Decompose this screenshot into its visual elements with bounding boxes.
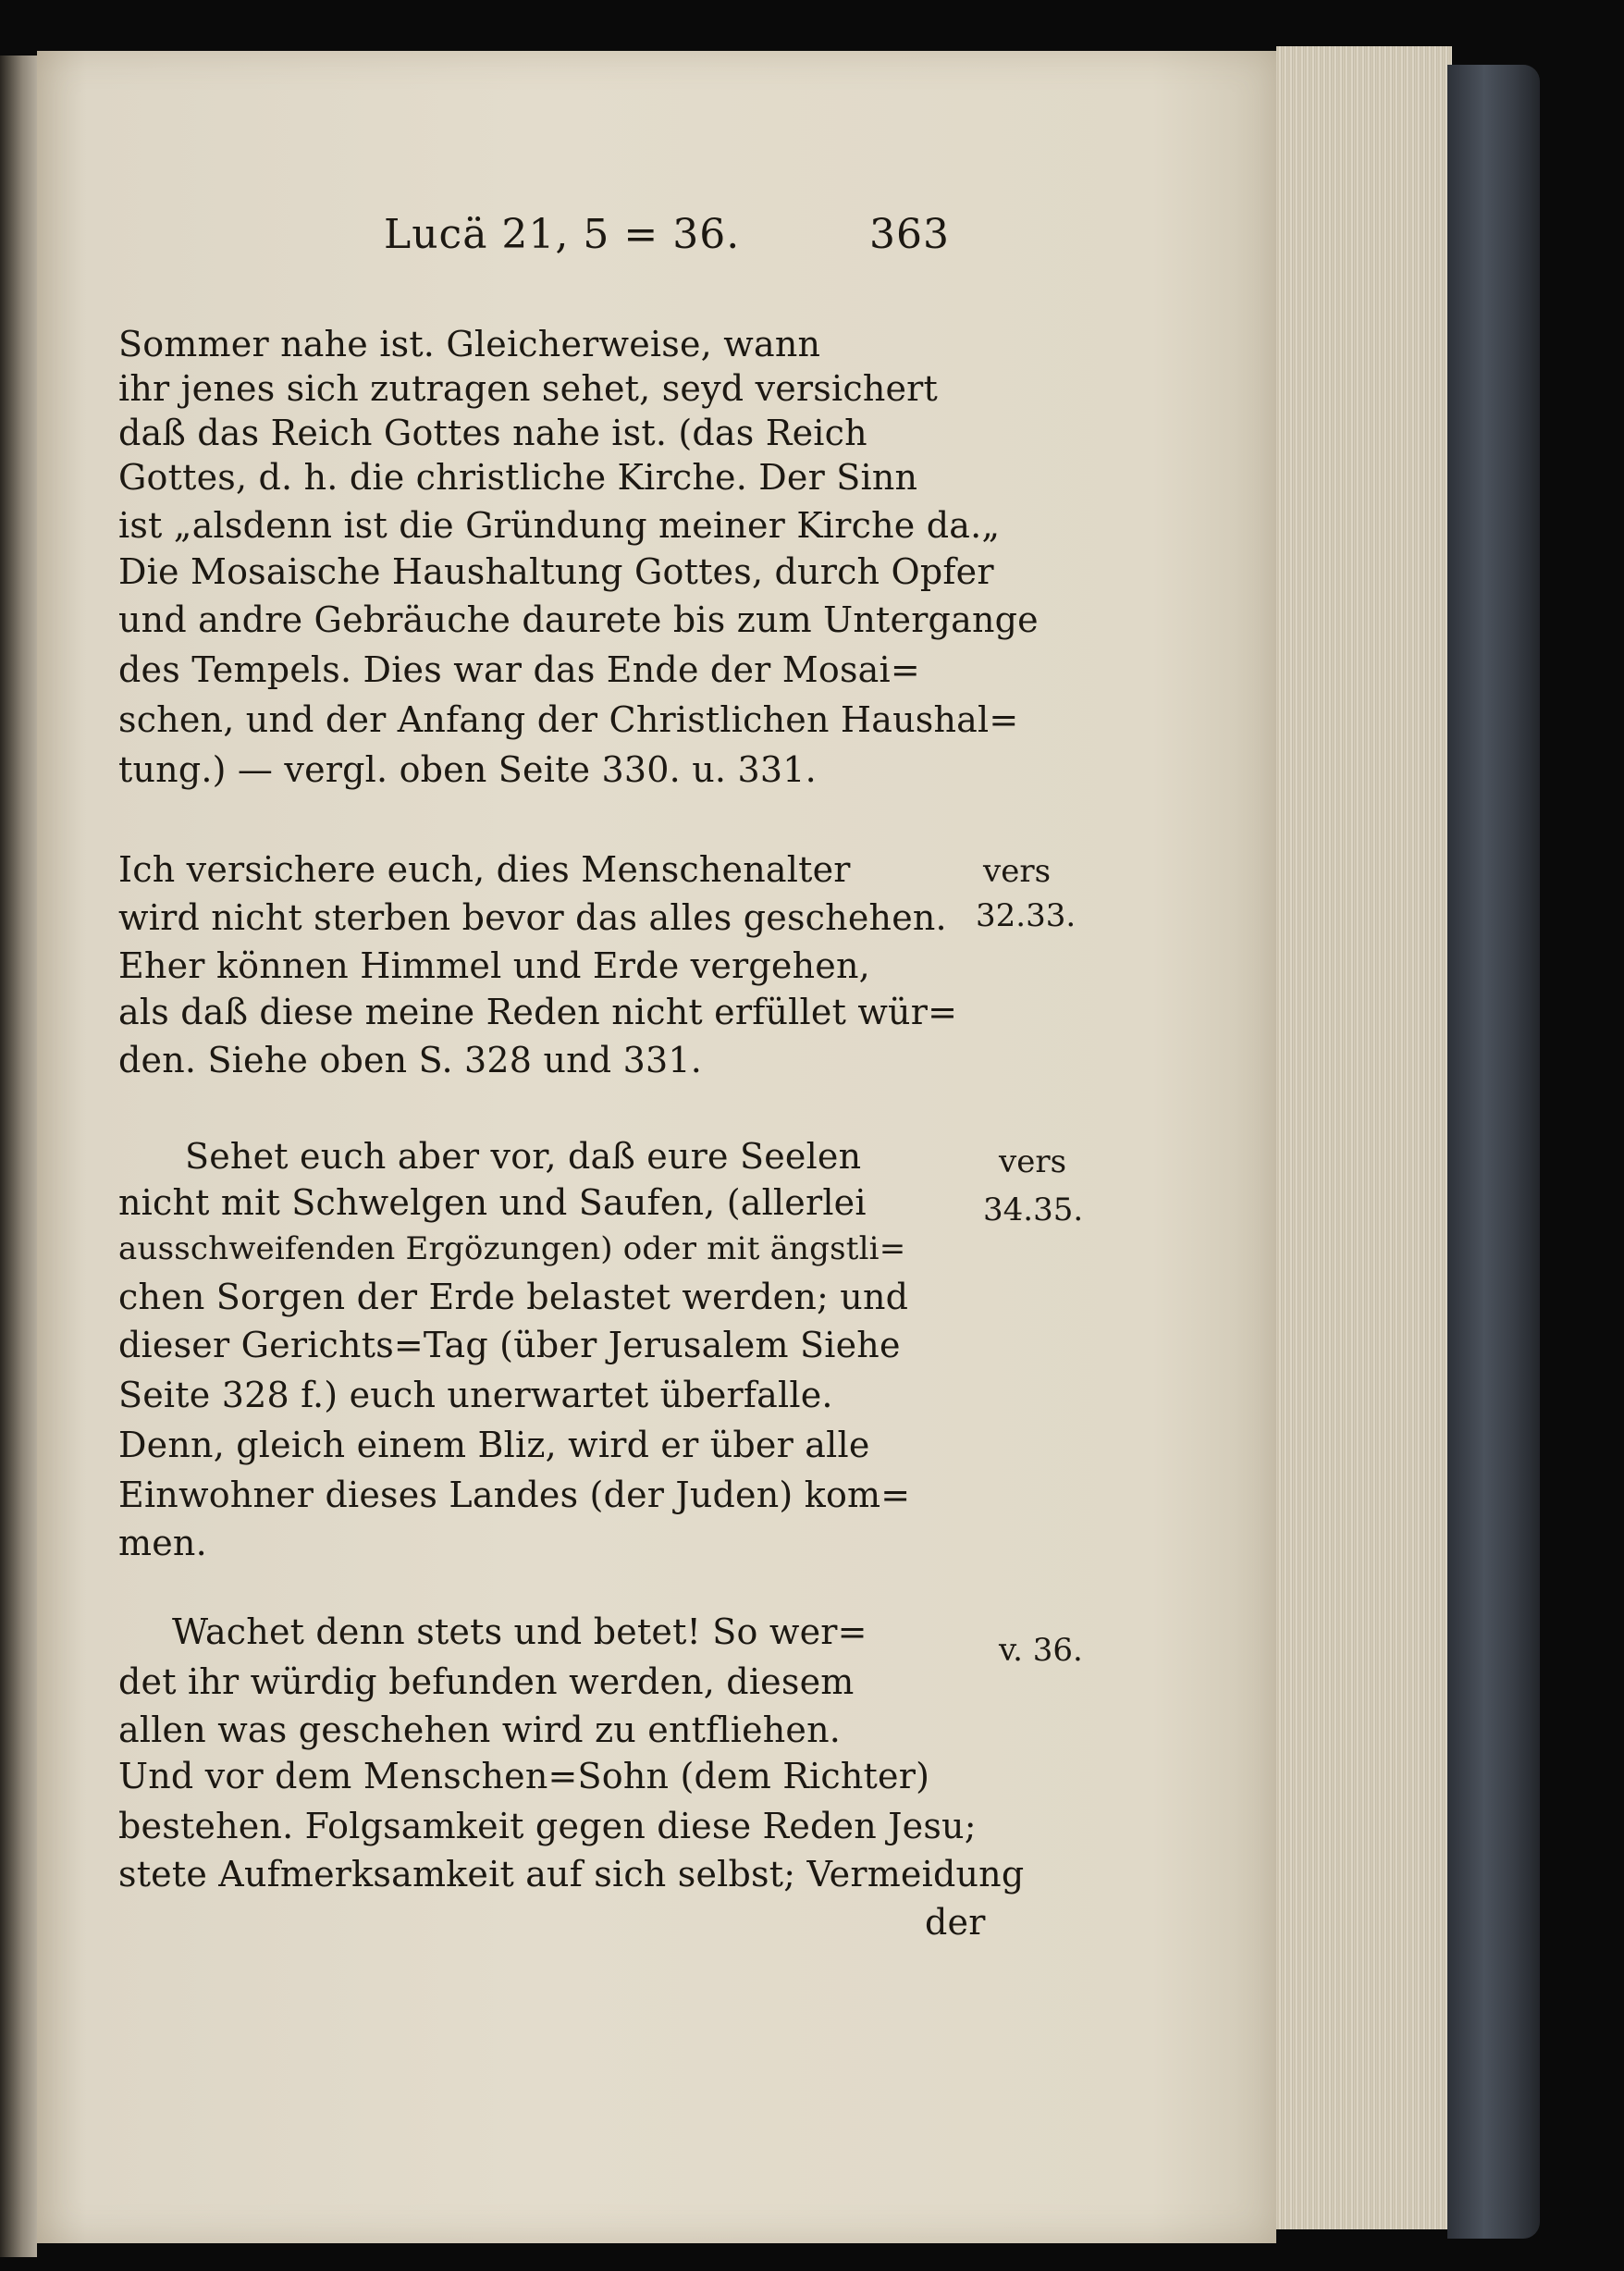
body-line: Die Mosaische Haushaltung Gottes, durch Opfer bbox=[118, 551, 994, 592]
body-line: und andre Gebräuche daurete bis zum Untergange bbox=[118, 599, 1039, 640]
body-line: wird nicht sterben bevor das alles geschehen. bbox=[118, 897, 947, 938]
body-line: bestehen. Folgsamkeit gegen diese Reden Jesu; bbox=[118, 1806, 977, 1846]
body-line: ausschweifenden Ergözungen) oder mit ängstli= bbox=[118, 1230, 906, 1267]
body-line: Gottes, d. h. die christliche Kirche. Der Sinn bbox=[118, 457, 918, 498]
body-line: Denn, gleich einem Bliz, wird er über alle bbox=[118, 1425, 870, 1465]
body-line: daß das Reich Gottes nahe ist. (das Reich bbox=[118, 413, 867, 453]
margin-note: 32.33. bbox=[976, 897, 1077, 934]
body-line: dieser Gerichts=Tag (über Jerusalem Siehe bbox=[118, 1325, 901, 1365]
running-head: Lucä 21, 5 = 36. bbox=[384, 211, 741, 258]
body-line: Eher können Himmel und Erde vergehen, bbox=[118, 945, 870, 986]
body-line: stete Aufmerksamkeit auf sich selbst; Vermeidung bbox=[118, 1854, 1025, 1895]
body-line: det ihr würdig befunden werden, diesem bbox=[118, 1661, 855, 1702]
margin-note: 34.35. bbox=[983, 1191, 1084, 1228]
body-line: Seite 328 f.) euch unerwartet überfalle. bbox=[118, 1375, 833, 1415]
body-line: schen, und der Anfang der Christlichen Haushal= bbox=[118, 699, 1019, 740]
body-line: Einwohner dieses Landes (der Juden) kom= bbox=[118, 1475, 911, 1515]
catchword: der bbox=[925, 1902, 986, 1943]
body-line: ist „alsdenn ist die Gründung meiner Kirche da.„ bbox=[118, 505, 1001, 546]
body-line: chen Sorgen der Erde belastet werden; und bbox=[118, 1277, 909, 1317]
body-line: des Tempels. Dies war das Ende der Mosai= bbox=[118, 649, 920, 690]
body-line: men. bbox=[118, 1523, 207, 1563]
body-line: Und vor dem Menschen=Sohn (dem Richter) bbox=[118, 1756, 930, 1796]
margin-note: v. 36. bbox=[999, 1632, 1083, 1669]
body-line: den. Siehe oben S. 328 und 331. bbox=[118, 1040, 703, 1080]
body-line: Sehet euch aber vor, daß eure Seelen bbox=[185, 1136, 862, 1177]
body-line: ihr jenes sich zutragen sehet, seyd versichert bbox=[118, 368, 939, 409]
body-line: Wachet denn stets und betet! So wer= bbox=[172, 1611, 867, 1652]
left-page-edge bbox=[0, 56, 37, 2257]
body-line: nicht mit Schwelgen und Saufen, (allerlei bbox=[118, 1182, 867, 1223]
page-edges bbox=[1276, 46, 1452, 2229]
body-line: Ich versichere euch, dies Menschenalter bbox=[118, 849, 851, 890]
body-line: allen was geschehen wird zu entfliehen. bbox=[118, 1709, 842, 1750]
body-line: als daß diese meine Reden nicht erfüllet wür= bbox=[118, 992, 958, 1032]
margin-note: vers bbox=[983, 853, 1052, 890]
book-cover bbox=[1447, 65, 1540, 2239]
body-line: tung.) — vergl. oben Seite 330. u. 331. bbox=[118, 749, 817, 790]
margin-note: vers bbox=[999, 1143, 1067, 1180]
page-number: 363 bbox=[869, 211, 950, 258]
body-line: Sommer nahe ist. Gleicherweise, wann bbox=[118, 324, 821, 364]
